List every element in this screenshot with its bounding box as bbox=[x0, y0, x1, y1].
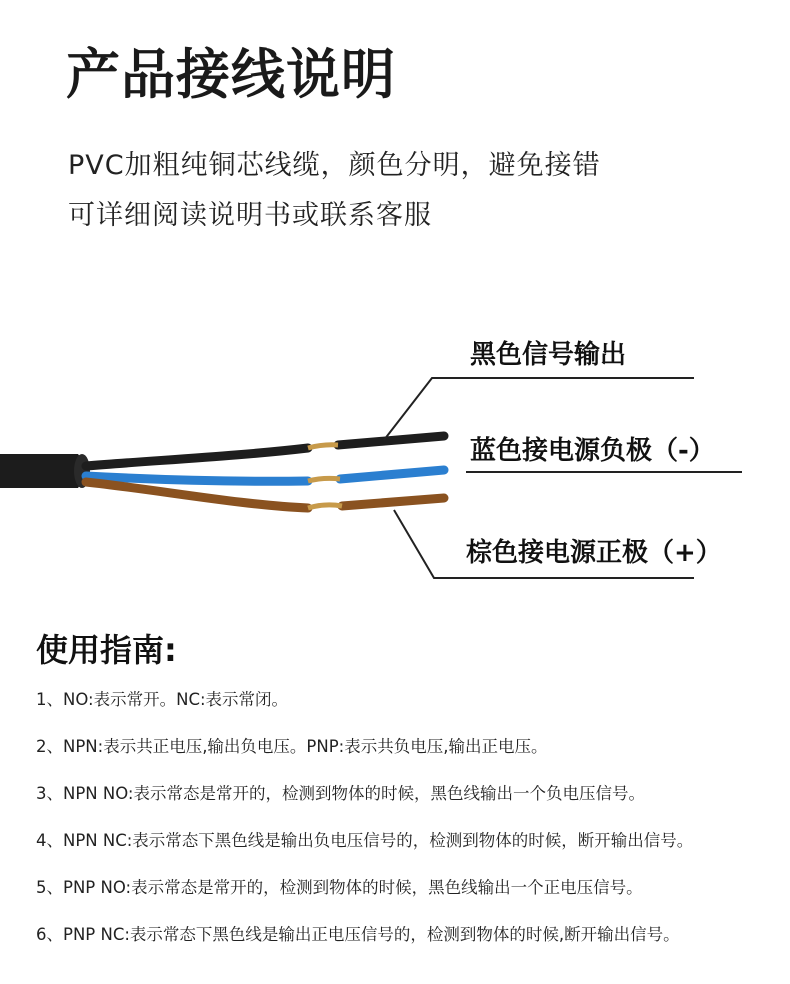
black-wire bbox=[86, 448, 308, 466]
brown-wire-tail bbox=[342, 498, 444, 506]
subtitle-line-1: PVC加粗纯铜芯线缆，颜色分明，避免接错 bbox=[68, 150, 601, 181]
label-brown-positive: 棕色接电源正极（+） bbox=[466, 538, 722, 568]
black-wire-leader bbox=[384, 378, 694, 440]
guide-item-2: 2、NPN:表示共正电压,输出负电压。PNP:表示共负电压,输出正电压。 bbox=[36, 737, 548, 756]
guide-item-3: 3、NPN NO:表示常态是常开的，检测到物体的时候，黑色线输出一个负电压信号。 bbox=[36, 784, 645, 803]
label-black-signal-output: 黑色信号输出 bbox=[470, 340, 627, 370]
guide-item-1: 1、NO:表示常开。NC:表示常闭。 bbox=[36, 690, 289, 709]
guide-heading: 使用指南: bbox=[36, 631, 177, 669]
guide-item-5: 5、PNP NO:表示常态是常开的，检测到物体的时候，黑色线输出一个正电压信号。 bbox=[36, 878, 643, 897]
guide-list bbox=[36, 692, 786, 974]
black-wire-copper bbox=[308, 445, 338, 448]
blue-wire-tail bbox=[340, 470, 444, 479]
subtitle-line-2: 可详细阅读说明书或联系客服 bbox=[68, 200, 432, 231]
cable-sheath bbox=[0, 454, 85, 488]
guide-item-4: 4、NPN NC:表示常态下黑色线是输出负电压信号的，检测到物体的时候，断开输出信号。 bbox=[36, 831, 694, 850]
guide-item-6: 6、PNP NC:表示常态下黑色线是输出正电压信号的，检测到物体的时候,断开输出信号。 bbox=[36, 925, 680, 944]
blue-wire-copper bbox=[308, 478, 340, 481]
blue-wire bbox=[86, 476, 308, 481]
brown-wire-copper bbox=[308, 505, 342, 508]
page-title: 产品接线说明 bbox=[66, 43, 396, 106]
black-wire-tail bbox=[338, 436, 444, 445]
label-blue-negative: 蓝色接电源负极（-） bbox=[470, 436, 715, 466]
brown-wire bbox=[86, 482, 308, 508]
